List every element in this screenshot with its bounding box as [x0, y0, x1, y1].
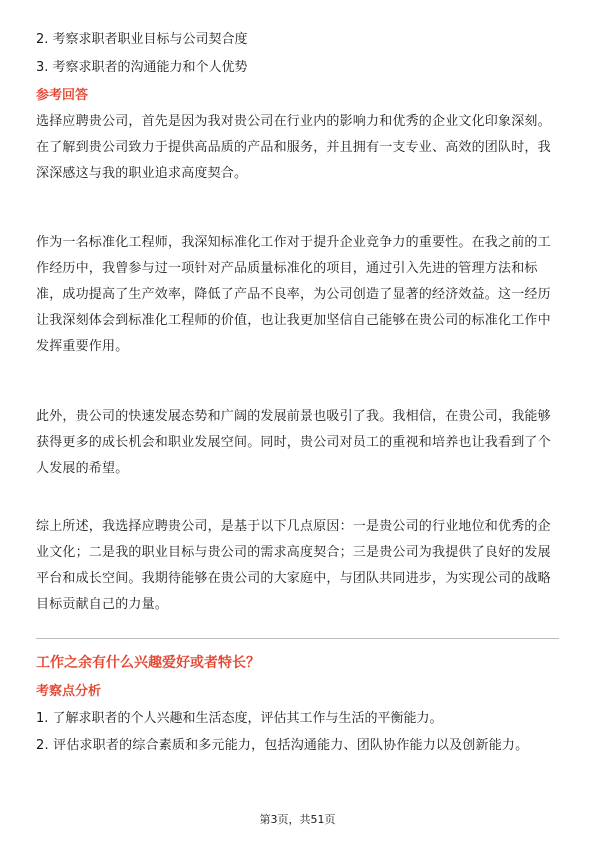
point-item-3: 3. 考察求职者的沟通能力和个人优势: [36, 60, 248, 75]
section-divider: [36, 638, 559, 639]
analysis-item-1: 1. 了解求职者的个人兴趣和生活态度，评估其工作与生活的平衡能力。: [36, 711, 443, 726]
page-number: 第3页，共51页: [259, 813, 336, 826]
analysis-heading: 考察点分析: [36, 684, 102, 699]
question-title: 工作之余有什么兴趣爱好或者特长？: [36, 655, 260, 671]
answer-paragraph-3: 此外，贵公司的快速发展态势和广阔的发展前景也吸引了我。我相信，在贵公司，我能够获得更多的成长机会和职业发展空间。同时，贵公司对员工的重视和培养也让我看到了个人发展的希望。: [36, 409, 551, 476]
answer-paragraph-2: 作为一名标准化工程师，我深知标准化工作对于提升企业竞争力的重要性。在我之前的工作经历中，我曾参与过一项针对产品质量标准化的项目，通过引入先进的管理方法和标准，成功提高了生产效率，降低了产品不良率，为公司创造了显著的经济效益。这一经历让我深刻体会到标准化工程师的价值，也让我更加坚信自己能够在贵公司的标准化工作中发挥重要作用。: [36, 235, 551, 354]
analysis-item-2: 2. 评估求职者的综合素质和多元能力，包括沟通能力、团队协作能力以及创新能力。: [36, 738, 529, 753]
point-item-2: 2. 考察求职者职业目标与公司契合度: [36, 32, 248, 47]
answer-paragraph-1: 选择应聘贵公司，首先是因为我对贵公司在行业内的影响力和优秀的企业文化印象深刻。在了解到贵公司致力于提供高品质的产品和服务，并且拥有一支专业、高效的团队时，我深深感这与我的职业追求高度契合。: [36, 114, 551, 181]
answer-heading: 参考回答: [36, 88, 89, 103]
answer-paragraph-4: 综上所述，我选择应聘贵公司，是基于以下几点原因：一是贵公司的行业地位和优秀的企业文化；二是我的职业目标与贵公司的需求高度契合；三是贵公司为我提供了良好的发展平台和成长空间。我期待能够在贵公司的大家庭中，与团队共同进步，为实现公司的战略目标贡献自己的力量。: [36, 519, 551, 612]
